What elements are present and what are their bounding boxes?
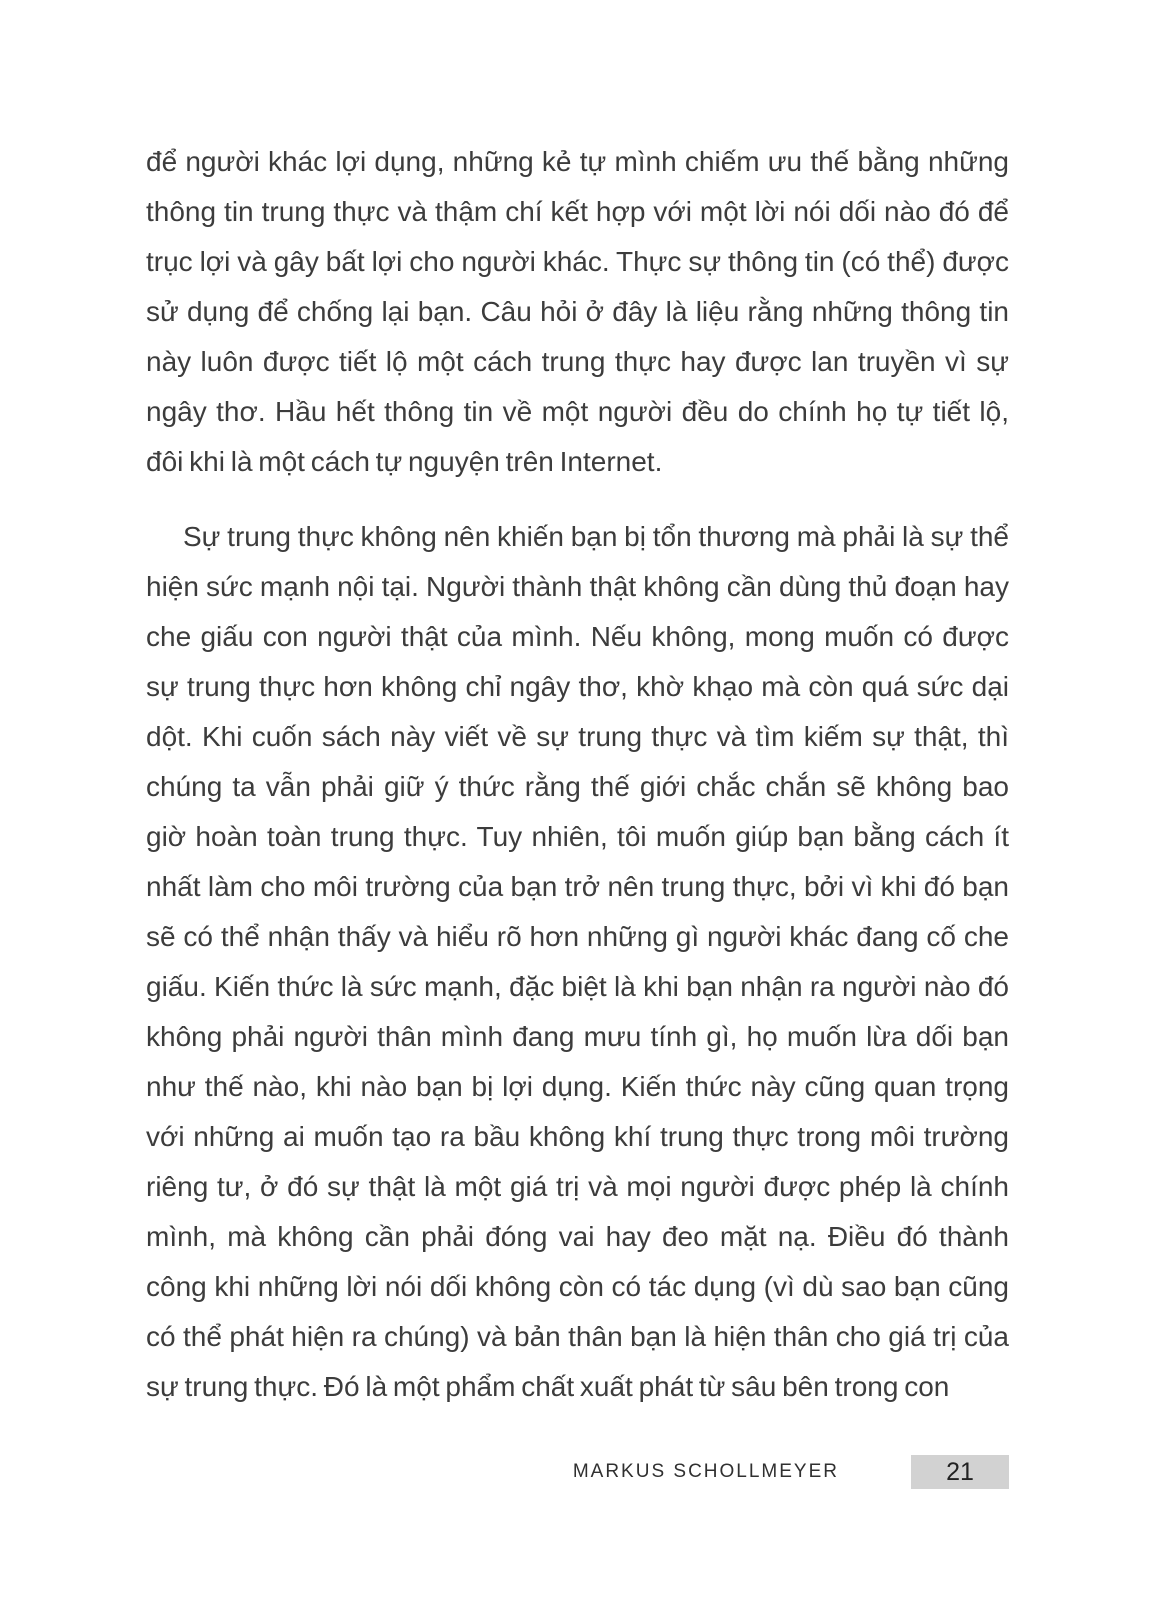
page-footer [146,1452,1009,1492]
text-line: này luôn được tiết lộ một cách trung thực hay được lan truyền vì sự [146,346,1009,377]
text-line: sử dụng để chống lại bạn. Câu hỏi ở đây là liệu rằng những thông tin [146,296,1009,327]
text-line: riêng tư, ở đó sự thật là một giá trị và mọi người được phép là chính [146,1171,1009,1202]
text-line: trục lợi và gây bất lợi cho người khác. Thực sự thông tin (có thể) được [146,246,1009,277]
text-line: mình, mà không cần phải đóng vai hay đeo mặt nạ. Điều đó thành [146,1221,1009,1252]
text-line: để người khác lợi dụng, những kẻ tự mình chiếm ưu thế bằng những [146,146,1009,177]
text-line: như thế nào, khi nào bạn bị lợi dụng. Kiến thức này cũng quan trọng [146,1071,1009,1102]
text-line: công khi những lời nói dối không còn có tác dụng (vì dù sao bạn cũng [146,1271,1009,1302]
text-line: đôi khi là một cách tự nguyện trên Internet. [146,446,663,477]
text-line: sự trung thực hơn không chỉ ngây thơ, khờ khạo mà còn quá sức dại [146,671,1009,702]
text-line: Sự trung thực không nên khiến bạn bị tổn thương mà phải là sự thể [183,521,1009,552]
text-line: hiện sức mạnh nội tại. Người thành thật không cần dùng thủ đoạn hay [146,571,1009,602]
text-line: với những ai muốn tạo ra bầu không khí trung thực trong môi trường [146,1121,1009,1152]
text-line: che giấu con người thật của mình. Nếu không, mong muốn có được [146,621,1009,652]
text-line: sẽ có thể nhận thấy và hiểu rõ hơn những gì người khác đang cố che [146,921,1009,952]
paragraph [146,137,1009,487]
text-line: có thể phát hiện ra chúng) và bản thân bạn là hiện thân cho giá trị của [146,1321,1009,1352]
page-number-box [911,1455,1009,1489]
text-line: dột. Khi cuốn sách này viết về sự trung thực và tìm kiếm sự thật, thì [146,721,1009,752]
text-line: giấu. Kiến thức là sức mạnh, đặc biệt là khi bạn nhận ra người nào đó [146,971,1009,1002]
text-line: thông tin trung thực và thậm chí kết hợp với một lời nói dối nào đó để [146,196,1009,227]
text-line: sự trung thực. Đó là một phẩm chất xuất phát từ sâu bên trong con [146,1371,950,1402]
text-line: giờ hoàn toàn trung thực. Tuy nhiên, tôi muốn giúp bạn bằng cách ít [146,821,1009,852]
text-line: ngây thơ. Hầu hết thông tin về một người đều do chính họ tự tiết lộ, [146,396,1009,427]
body-text [146,137,1009,1412]
text-line: không phải người thân mình đang mưu tính gì, họ muốn lừa dối bạn [146,1021,1009,1052]
running-footer-author: MARKUS SCHOLLMEYER [572,1461,839,1482]
page-number: 21 [946,1457,974,1486]
paragraph [146,512,1009,1412]
text-line: chúng ta vẫn phải giữ ý thức rằng thế giới chắc chắn sẽ không bao [146,771,1009,802]
text-line: nhất làm cho môi trường của bạn trở nên trung thực, bởi vì khi đó bạn [146,871,1009,902]
